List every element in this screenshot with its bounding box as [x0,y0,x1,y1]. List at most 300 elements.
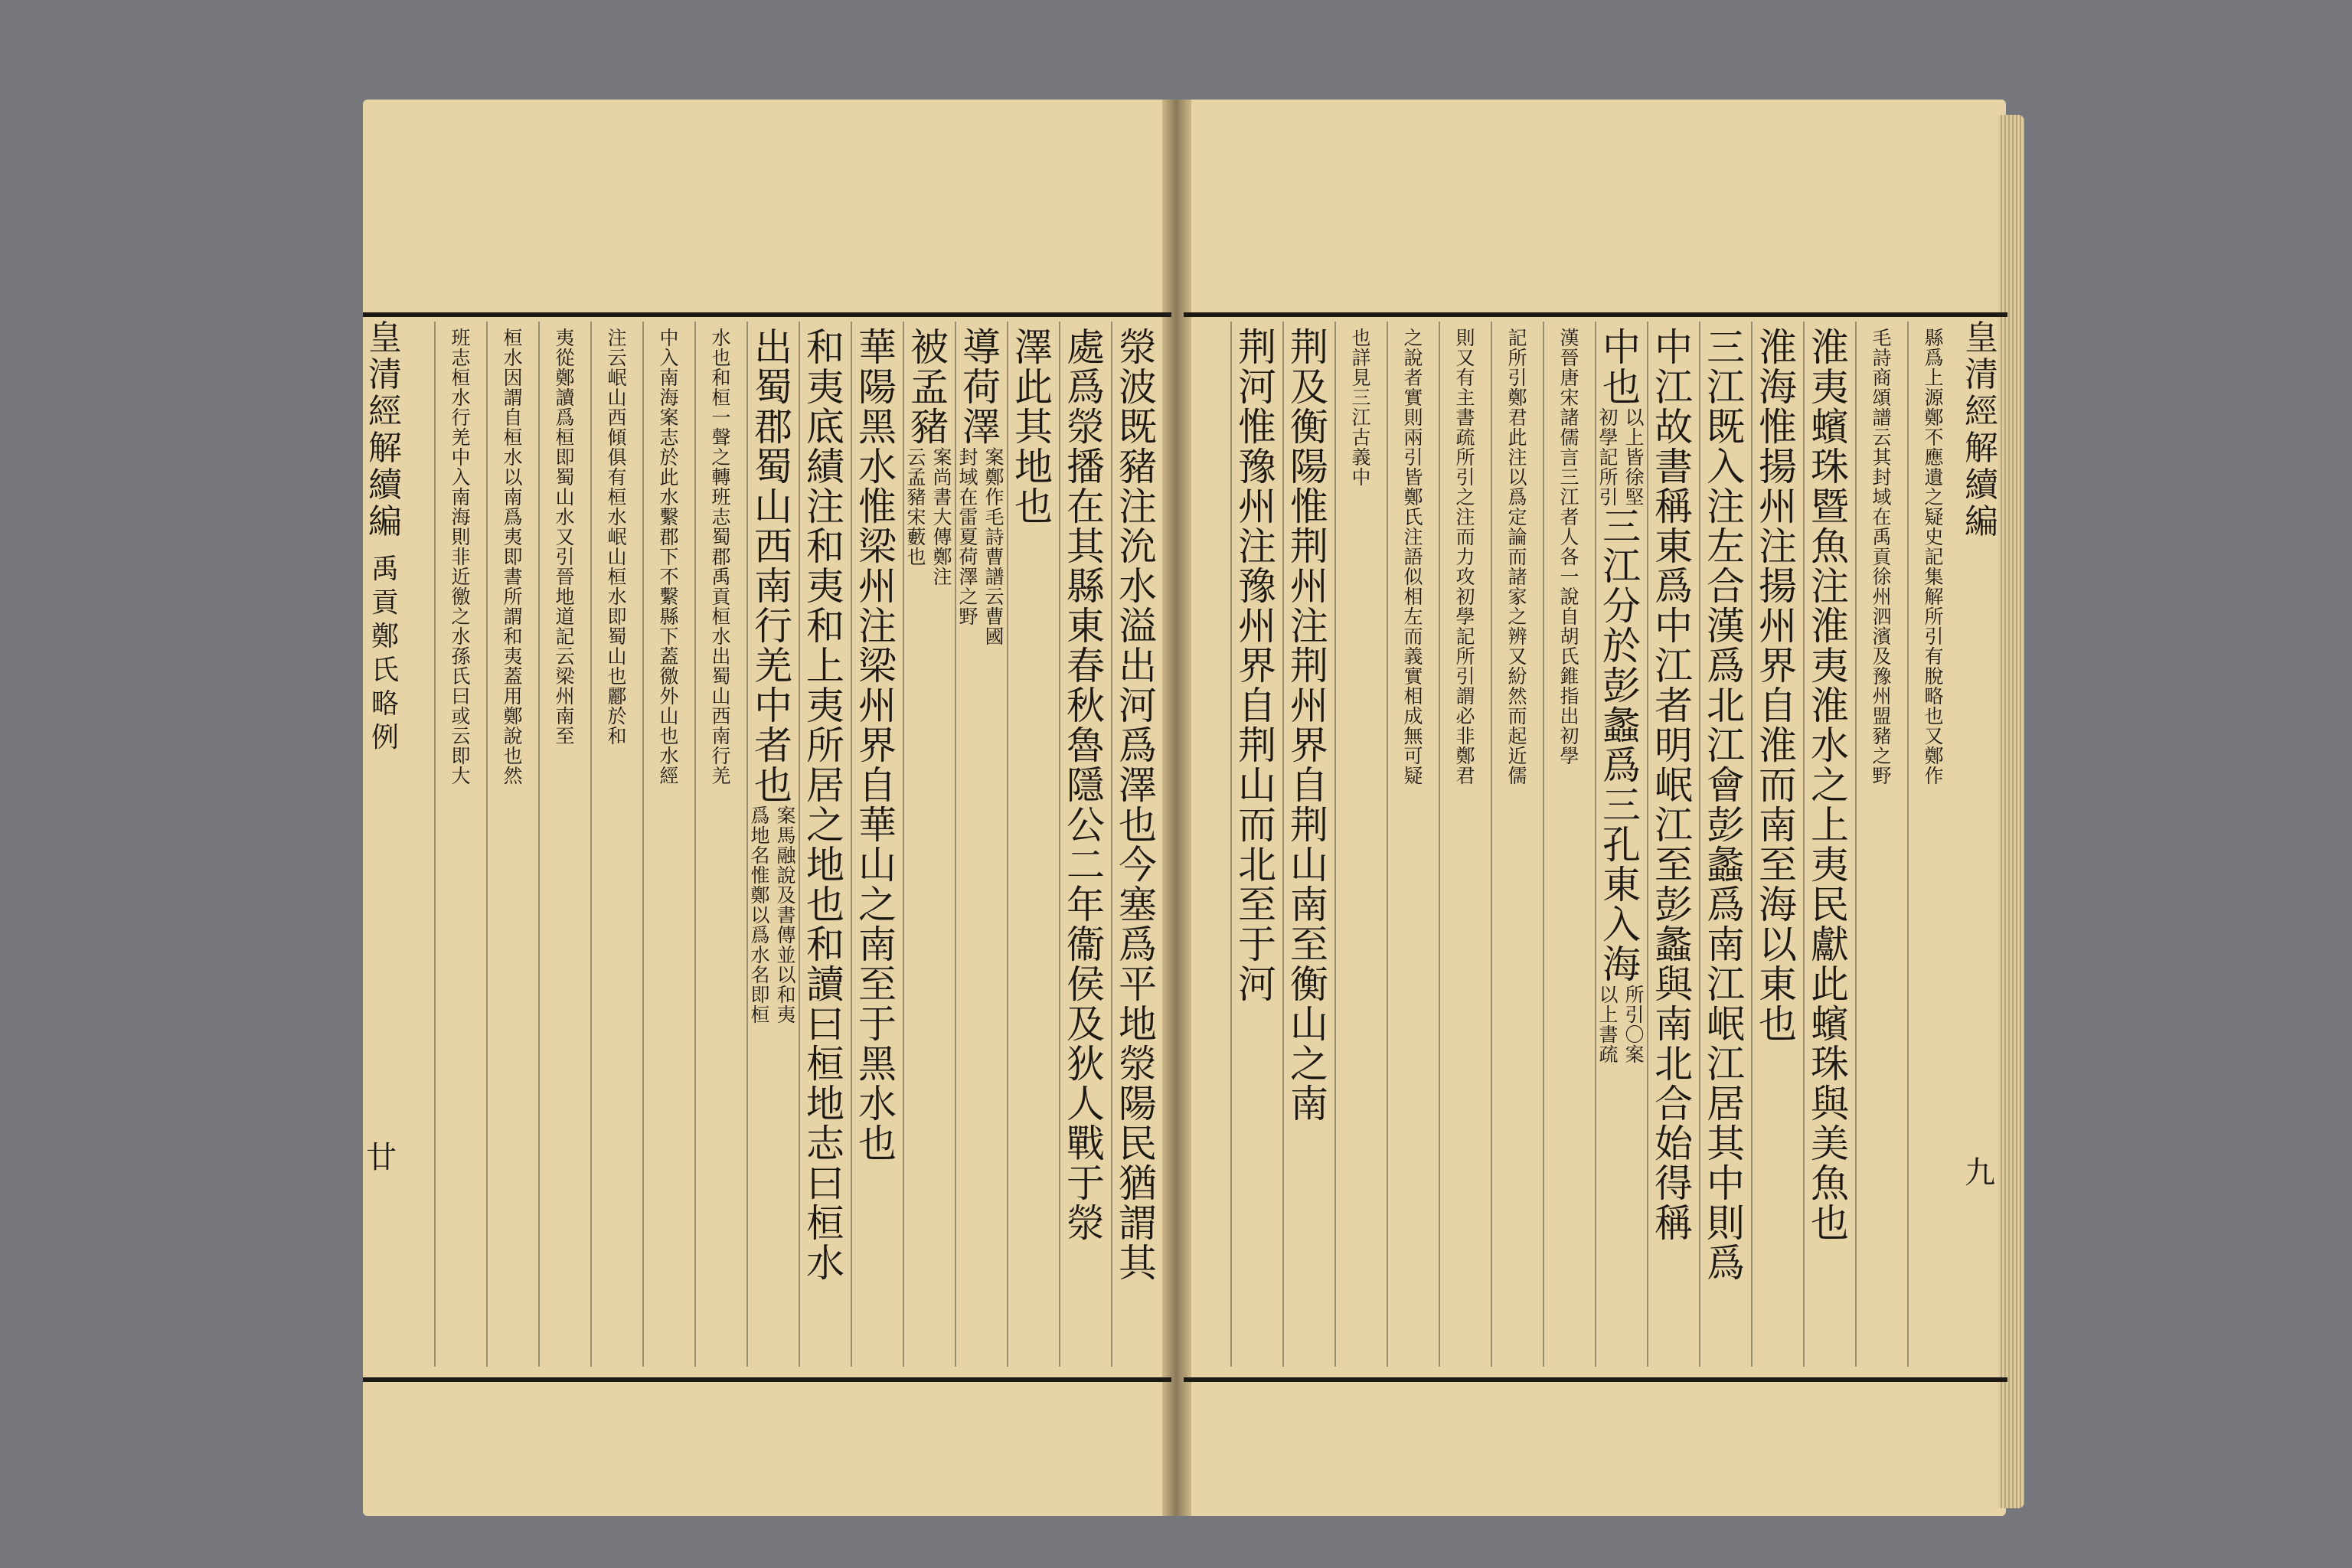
commentary-char: 鄭 [933,545,952,568]
main-char: 海 [1759,365,1797,410]
main-char: 三 [1602,505,1641,549]
main-char: 注 [1759,524,1797,569]
commentary-char: 山 [607,386,627,409]
commentary-char: 曹 [985,605,1004,628]
commentary-char: 之 [711,446,731,469]
commentary-char: 爲 [555,406,575,429]
commentary-char: 之 [451,605,471,628]
main-char: 山 [1290,843,1328,887]
main-char: 和 [806,325,844,370]
commentary-char: 繫 [659,505,679,528]
main-char: 稱 [1655,1201,1693,1246]
commentary-char: 傳 [933,525,952,548]
main-char: 江 [1655,365,1693,410]
main-char: 在 [1067,485,1105,529]
commentary-char: 桓 [711,605,731,628]
main-char: 合 [1707,564,1745,609]
main-char: 也 [1602,365,1641,410]
commentary-char: 域 [1872,485,1892,508]
commentary-char: 譜 [985,565,1004,588]
main-char: 水 [858,1082,897,1126]
commentary-char: 名 [750,844,770,867]
commentary-char: 三 [1351,386,1371,409]
main-char: 公 [1067,803,1105,848]
main-char: 其 [1014,405,1053,449]
title-char: 皇 [1965,318,1998,358]
main-char: 州 [1290,564,1328,609]
commentary-char: 疏 [1455,426,1475,449]
main-char: 荆 [1238,724,1276,768]
commentary-char: 義 [1403,645,1423,668]
commentary-char: 記 [1599,446,1619,469]
main-char: 衡 [1290,405,1328,449]
subheader-char: 例 [371,722,399,753]
left-column [643,328,695,1363]
commentary-char: 之 [1455,485,1475,508]
commentary-char: 蜀 [607,625,627,648]
commentary-char: 所 [1924,605,1944,628]
main-char: 之 [1290,1042,1328,1086]
commentary-char: 非 [1455,724,1475,747]
commentary-char: 譜 [1872,406,1892,429]
right-column [1804,325,1856,1363]
commentary-char: 頌 [1872,386,1892,409]
main-char: 猶 [1119,1161,1157,1206]
main-char: 處 [1067,325,1105,370]
main-char: 與 [1811,1082,1849,1126]
commentary-char: 尚 [933,466,952,488]
commentary-char: 中 [451,446,471,469]
commentary-char: 夷 [503,645,523,668]
commentary-char: 引 [1625,1003,1645,1026]
main-char: 南 [1707,923,1745,967]
main-char: 桓 [806,1042,844,1086]
main-char: 東 [1067,604,1105,648]
column-rule [1230,322,1232,1367]
commentary-char: 初 [1560,724,1579,747]
commentary-char: 一 [711,406,731,429]
main-char: 惟 [1759,405,1797,449]
right-folio: 九 [1965,1155,1995,1191]
commentary-char: 三 [1560,466,1579,488]
main-char: 自 [1238,684,1276,728]
left-margin-header [363,320,409,1239]
commentary-char: 史 [1924,525,1944,548]
commentary-char: 爲 [750,923,770,946]
main-char: 及 [1067,1002,1105,1047]
commentary-char: 孟 [906,466,926,488]
commentary-char: 也 [503,744,523,767]
commentary-char: 鄭 [1924,744,1944,767]
commentary-char: 不 [1924,426,1944,449]
commentary-char: 家 [1508,585,1527,608]
commentary-char: 書 [503,565,523,588]
main-char: 導 [962,325,1001,370]
commentary-char: 蜀 [711,665,731,688]
commentary-char: 有 [1924,645,1944,668]
main-char: 孔 [1602,823,1641,867]
main-char: 孟 [910,365,949,410]
main-char: 夷 [806,684,844,728]
main-char: 地 [806,843,844,887]
commentary-char: 南 [659,366,679,389]
commentary-char: 左 [1403,605,1423,628]
main-char: 州 [1238,604,1276,648]
commentary-char: 詩 [1872,346,1892,369]
commentary-char: 海 [659,386,679,409]
commentary-char: 書 [776,903,796,926]
commentary-char: 外 [659,684,679,707]
main-char: 而 [1759,763,1797,808]
main-char: 上 [1811,803,1849,848]
subheader-char: 略 [371,688,399,720]
main-char: 惟 [858,485,897,529]
commentary-char: 不 [659,565,679,588]
commentary-char: 氏 [1560,645,1579,668]
commentary-char: 義 [1351,446,1371,469]
commentary-char: 中 [1351,466,1371,488]
main-char: 其 [1067,524,1105,569]
commentary-char: 下 [659,545,679,568]
main-char: 東 [1602,863,1641,907]
main-char: 桓 [806,1201,844,1246]
main-char: 梁 [858,524,897,569]
commentary-char: 水 [555,505,575,528]
main-char: 於 [1602,624,1641,668]
commentary-char: 注 [1508,446,1527,469]
commentary-char: 注 [607,326,627,349]
commentary-char: 水 [451,386,471,409]
commentary-char: 又 [1924,724,1944,747]
commentary-char: 泗 [1872,605,1892,628]
main-char: 界 [1759,644,1797,688]
main-char: 蜀 [754,445,792,489]
main-char: 注 [1290,604,1328,648]
main-char: 被 [910,325,949,370]
main-char: 蠡 [1655,923,1693,967]
main-char: 二 [1067,843,1105,887]
commentary-char: 志 [711,505,731,528]
main-char: 海 [1759,883,1797,927]
commentary-char: 相 [1403,684,1423,707]
main-char: 今 [1119,843,1157,887]
commentary-char: 水 [503,346,523,369]
commentary-char: 梁 [555,665,575,688]
main-char: 至 [1655,843,1693,887]
main-char: 海 [1602,942,1641,987]
main-char: 居 [806,763,844,808]
main-char: 漢 [1707,604,1745,648]
main-char: 于 [1067,1161,1105,1206]
commentary-char: 地 [555,585,575,608]
commentary-char: 山 [659,704,679,727]
commentary-char: 唐 [1560,366,1579,389]
main-char: 江 [1707,962,1745,1007]
commentary-char: 入 [659,346,679,369]
commentary-char: 氏 [451,665,471,688]
commentary-char: 古 [1351,426,1371,449]
main-char: 滎 [1119,325,1157,370]
commentary-char: 曰 [451,684,471,707]
main-char: 夷 [1811,644,1849,688]
left-folio: 廿 [366,1140,397,1175]
commentary-char: 及 [1872,645,1892,668]
title-char: 經 [1965,392,1998,431]
main-char: 至 [1290,923,1328,967]
commentary-char: 和 [503,625,523,648]
main-char: 波 [1119,365,1157,410]
left-column [539,328,591,1363]
main-char: 豬 [910,405,949,449]
main-char: 合 [1655,1082,1693,1126]
subheader-char: 禹 [371,554,399,585]
main-char: 蠡 [1707,843,1745,887]
left-column [1008,325,1060,1363]
main-char: 民 [1119,1122,1157,1166]
commentary-char: 徼 [659,665,679,688]
commentary-char: 酈 [607,684,627,707]
commentary-char: 在 [959,485,978,508]
main-char: 讀 [806,962,844,1007]
right-column [1596,325,1648,1363]
left-column [435,328,487,1363]
commentary-char: 云 [906,446,926,469]
main-char: 于 [858,1002,897,1047]
commentary-char: 岷 [607,366,627,389]
right-column [1700,325,1752,1363]
main-char: 陽 [858,365,897,410]
commentary-char: 所 [503,585,523,608]
commentary-char: 定 [1508,505,1527,528]
main-char: 民 [1811,883,1849,927]
subheader-char: 鄭 [371,621,399,652]
commentary-char: 集 [1924,565,1944,588]
commentary-char: 也 [1924,704,1944,727]
commentary-char: 因 [503,366,523,389]
main-char: 彭 [1602,664,1641,708]
main-char: 志 [806,1122,844,1166]
commentary-char: 水 [711,326,731,349]
main-char: 稱 [1655,485,1693,529]
main-char: 州 [1759,485,1797,529]
main-char: 淮 [1759,325,1797,370]
commentary-char: 貢 [711,585,731,608]
commentary-char: 西 [711,704,731,727]
commentary-char: 入 [451,466,471,488]
commentary-char: 南 [503,485,523,508]
commentary-char: 毛 [985,505,1004,528]
commentary-char: 南 [451,485,471,508]
main-char: 淮 [1759,724,1797,768]
commentary-char: 案 [1625,1043,1645,1066]
title-char: 經 [368,392,402,431]
main-char: 也 [1811,1201,1849,1246]
main-char: 年 [1067,883,1105,927]
main-char: 獻 [1811,923,1849,967]
main-char: 也 [806,883,844,927]
commentary-char: 非 [451,545,471,568]
commentary-char: 注 [933,565,952,588]
commentary-char: 桓 [607,485,627,508]
main-char: 澤 [1119,763,1157,808]
commentary-char: 書 [1455,406,1475,429]
commentary-char: 引 [555,545,575,568]
commentary-char: 雷 [959,505,978,528]
commentary-char: 所 [1455,446,1475,469]
left-running-title [368,320,403,755]
main-char: 水 [806,1241,844,1285]
commentary-char: 學 [1560,744,1579,767]
commentary-char: 脫 [1924,665,1944,688]
main-char: 淮 [1811,604,1849,648]
commentary-char: 以 [1599,983,1619,1006]
right-column [1283,325,1335,1363]
commentary-char: 州 [555,684,575,707]
commentary-char: 封 [1872,466,1892,488]
commentary-char: 鄭 [985,466,1004,488]
main-char: 美 [1811,1122,1849,1166]
left-column [903,325,956,1363]
commentary-char: 此 [1508,426,1527,449]
commentary-char: 詳 [1351,346,1371,369]
commentary-char: 力 [1455,545,1475,568]
main-char: 自 [858,763,897,808]
commentary-char: 轉 [711,466,731,488]
commentary-char: 水 [607,585,627,608]
main-char: 中 [1655,604,1693,648]
main-char: 和 [806,923,844,967]
commentary-char: 上 [1599,1003,1619,1026]
commentary-char: 豬 [1872,724,1892,747]
main-char: 溢 [1119,604,1157,648]
commentary-char: 君 [1508,406,1527,429]
main-char: 分 [1602,584,1641,629]
main-char: 珠 [1811,1042,1849,1086]
commentary-char: 名 [750,963,770,986]
commentary-char: 起 [1508,724,1527,747]
commentary-char: 似 [1403,565,1423,588]
main-char: 則 [1707,1201,1745,1246]
commentary-char: 濱 [1872,625,1892,648]
right-column [1439,328,1491,1363]
main-char: 始 [1655,1122,1693,1166]
right-margin-header [1960,320,2003,703]
commentary-char: 班 [451,326,471,349]
commentary-char: 皆 [1403,466,1423,488]
main-char: 梁 [858,644,897,688]
commentary-char: 以 [503,466,523,488]
commentary-char: 謂 [503,386,523,409]
commentary-char: 水 [503,446,523,469]
commentary-char: 晉 [1560,346,1579,369]
commentary-char: 記 [555,625,575,648]
commentary-char: 江 [1351,406,1371,429]
commentary-char: 和 [711,366,731,389]
commentary-char: 爲 [1508,485,1527,508]
main-char: 春 [1067,644,1105,688]
main-char: 之 [1811,763,1849,808]
commentary-char: 郡 [659,525,679,548]
main-char: 蜀 [754,365,792,410]
commentary-char: 各 [1560,545,1579,568]
commentary-char: 桓 [503,326,523,349]
commentary-char: 論 [1508,525,1527,548]
commentary-char: 語 [1403,545,1423,568]
commentary-char: 即 [607,605,627,628]
main-char: 三 [1602,783,1641,828]
commentary-char: 書 [1599,1023,1619,1046]
main-char: 也 [1119,803,1157,848]
title-char: 解 [368,429,402,468]
commentary-char: 從 [555,346,575,369]
main-char: 州 [1759,604,1797,648]
main-char: 夷 [806,365,844,410]
commentary-char: 氏 [1403,505,1423,528]
commentary-char: 所 [1625,983,1645,1006]
commentary-char: 實 [1403,386,1423,409]
commentary-char: 水 [659,485,679,508]
main-char: 淮 [1811,684,1849,728]
commentary-char: 必 [1455,704,1475,727]
commentary-char: 行 [711,744,731,767]
commentary-char: 此 [659,466,679,488]
commentary-char: 又 [1455,346,1475,369]
commentary-char: 水 [451,625,471,648]
main-char: 曰 [806,1002,844,1047]
main-char: 江 [1655,644,1693,688]
subheader-char: 氏 [371,655,399,686]
commentary-char: 即 [451,744,471,767]
left-column [487,328,539,1363]
commentary-char: 也 [711,346,731,369]
commentary-char: 讀 [555,386,575,409]
main-char: 自 [1759,684,1797,728]
main-char: 荆 [1290,644,1328,688]
main-char: 南 [1655,1002,1693,1047]
commentary-char: 以 [776,963,796,986]
commentary-char: 也 [607,665,627,688]
main-char: 三 [1707,325,1745,370]
main-char: 江 [1707,365,1745,410]
main-char: 界 [1238,644,1276,688]
commentary-char: 云 [1872,426,1892,449]
main-char: 爲 [1602,743,1641,788]
main-char: 爲 [1707,1241,1745,1285]
main-char: 其 [1707,1122,1745,1166]
commentary-char: 南 [711,724,731,747]
commentary-char: 傾 [607,426,627,449]
commentary-char: 疏 [1599,1043,1619,1066]
main-char: 與 [1655,962,1693,1007]
commentary-char: 自 [503,406,523,429]
left-column [747,325,799,1363]
commentary-char: 所 [1599,466,1619,488]
main-char: 羌 [754,644,792,688]
commentary-char: 徐 [1625,466,1645,488]
main-char: 戰 [1067,1122,1105,1166]
main-char: 西 [754,524,792,569]
main-char: 衡 [1290,962,1328,1007]
main-char: 縣 [1067,564,1105,609]
main-char: 底 [806,405,844,449]
main-char: 江 [1602,544,1641,589]
commentary-char: 相 [1403,585,1423,608]
commentary-char: 學 [1455,605,1475,628]
main-char: 行 [754,604,792,648]
commentary-char: 錐 [1560,665,1579,688]
right-column [1335,328,1387,1363]
commentary-char: 桓 [503,426,523,449]
